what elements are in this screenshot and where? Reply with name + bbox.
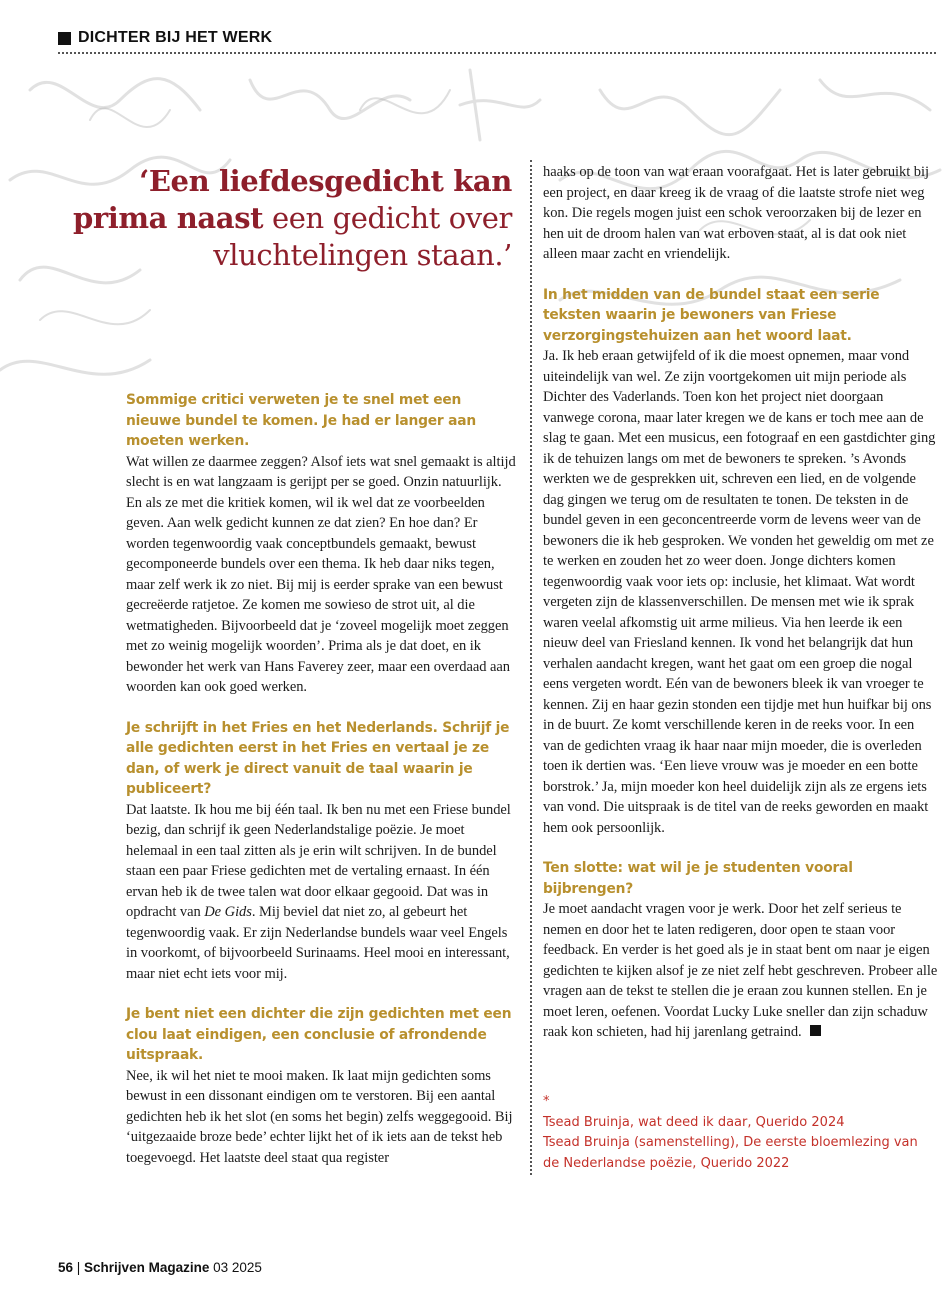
question-heading: Je schrijft in het Fries en het Nederlands. Schrijf je alle gedichten eerst in het Fries en vertaal je ze dan, of werk je direct vanuit de taal waarin je publiceert? xyxy=(126,719,510,797)
answer-paragraph: Ja. Ik heb eraan getwijfeld of ik die moest opnemen, maar vond uiteindelijk van wel. Ze zijn voortgekomen uit mijn periode als Dichter des Vaderlands. Toen kon het project niet doorgaan vanwege corona, maar later kregen we de kans er toch mee aan de slag te gaan. Met een musicus, een fotograaf en een gastdichter ging ik de tehuizen langs om met de bewoners te spreken. ’s Avonds werkten we de gesprekken uit, schreven een lied, en de volgende dag gingen we terug om de resultaten te tonen. De teksten in de bundel geven in een geconcentreerde vorm de levens weer van de bewoners die ik heb gesproken. We vonden het geweldig om met ze te werken en zouden het zo weer doen. Jonge dichters komen tegenwoordig vaak voor iets op: inclusie, het klimaat. Wat wordt vergeten zijn de klassenverschillen. De mensen met wie ik sprak waren veelal afkomstig uit arme milieus. Via hen leerde ik een nieuw deel van Friesland kennen. Ik vond het belangrijk dat hun verhalen aandacht kregen, want het gaat om een groep die nogal eens vergeten wordt. Eén van de bewoners bleek ik van vroeger te kennen. Zij en haar gezin stonden een tijdje met hun huifkar bij ons in de buurt. Ze komt verschillende keren in de reeks voor. In een van de gedichten vraag ik haar naar mijn moeder, die is overleden toen ik dertien was. ‘Een lieve vrouw was je moeder en een botte borstrok.’ Ja, mijn moeder kon heel duidelijk zijn als ze ergens iets van vond. Die uitspraak is de titel van de reeks geworden en maakt hem ook persoonlijk. xyxy=(543,348,936,836)
answer-paragraph xyxy=(543,899,938,1043)
column-divider xyxy=(530,160,532,1175)
answer-paragraph: Wat willen ze daarmee zeggen? Alsof iets wat snel gemaakt is altijd slecht is en wat langzaam is gerijpt per se goed. Onzin natuurlijk. En als ze met die kritiek komen, wil ik wel dat ze voorbeelden geven. Aan welk gedicht kunnen ze dat zien? En hoe dan? Er worden tegenwoordig vaak conceptbundels gemaakt, bewust gecomponeerde bundels over een thema. Ik heb daar niks tegen, maar zelf werk ik zo niet. Bij mij is eerder sprake van een bewust gecreëerde ratjetoe. Ze komen me sowieso de strot uit, al die wetmatigheden. Bijvoorbeeld dat je ‘zoveel mogelijk moet zeggen met zo weinig mogelijk woorden’. Prima als je dat doet, en ik bewonder het werk van Hans Faverey zeer, maar een overdaad aan woorden kan ook goed werken. xyxy=(126,453,516,695)
publication-title: De Gids xyxy=(204,904,252,920)
page-footer xyxy=(58,1260,262,1275)
pull-quote-light: een gedicht over vluchtelingen staan.’ xyxy=(213,201,512,272)
answer-text: Je moet aandacht vragen voor je werk. Door het zelf serieus te nemen en door het te laten redigeren, door open te staan voor feedback. En verder is het goed als je in staat bent om naar je eigen gedichten te kijken alsof je ze niet zelf hebt geschreven. Probeer alle vragen aan de tekst te stellen die je eraan zou kunnen stellen. En je moet leren, oefenen. Voordat Lucky Luke sneller dan zijn schaduw raak kon schieten, had hij jarenlang getraind. xyxy=(543,901,938,1040)
magazine-name: Schrijven Magazine xyxy=(84,1260,210,1275)
pull-quote-strong: ‘Een liefdesgedicht kan prima naast xyxy=(72,164,512,235)
issue-number: 03 2025 xyxy=(209,1260,262,1275)
credits-marker: * xyxy=(543,1094,550,1109)
credits-line: Tsead Bruinja (samenstelling), De eerste bloemlezing van de Nederlandse poëzie, Querido 2022 xyxy=(543,1135,918,1171)
article-column-left xyxy=(126,390,518,1168)
answer-text: . Mij beviel dat niet zo, al gebeurt het tegenwoordig vaak. Er zijn Nederlandse bundels waar veel Engels in voorkomt, of bijvoorbeeld Surinaams. Heel mooi en interessant, maar niet echt iets voor mij. xyxy=(126,904,510,982)
answer-paragraph: Nee, ik wil het niet te mooi maken. Ik laat mijn gedichten soms bewust in een dissonant eindigen om te verstoren. Bij een aantal gedichten heb ik het slot (en soms het begin) zelfs weggegooid. Bij ‘uitgezaaide broze bede’ echter lijkt het of ik iets aan de tekst heb toegevoegd. Het laatste deel staat qua register xyxy=(126,1067,513,1166)
answer-text: Dat laatste. Ik hou me bij één taal. Ik ben nu met een Friese bundel bezig, dan schrijf ik geen Nederlandstalige poëzie. Je moet helemaal in een taal zitten als je erin wilt schrijven. In de bundel staan een paar Friese gedichten met de vertaling ernaast. In één ervan heb ik de twee talen wat door elkaar gegooid. Dat was in opdracht van xyxy=(126,801,511,920)
pull-quote xyxy=(72,163,512,274)
article-column-right xyxy=(543,162,938,1043)
question-heading: Je bent niet een dichter die zijn gedichten met een clou laat eindigen, een conclusie of afrondende uitspraak. xyxy=(126,1006,512,1063)
question-heading: Ten slotte: wat wil je je studenten vooral bijbrengen? xyxy=(543,860,853,897)
question-heading: Sommige critici verweten je te snel met een nieuwe bundel te komen. Je had er langer aan moeten werken. xyxy=(126,392,476,449)
book-credits xyxy=(543,1092,938,1174)
section-header xyxy=(58,28,936,54)
end-of-article-icon xyxy=(810,1025,821,1036)
section-title: DICHTER BIJ HET WERK xyxy=(78,29,273,46)
footer-separator: | xyxy=(73,1260,85,1275)
answer-paragraph-continued: haaks op de toon van wat eraan voorafgaat. Het is later gebruikt bij een project, en daar kreeg ik de vraag of die laatste strofe niet weg kon. Die regels mogen juist een schok veroorzaken bij de lezer en hen uit de droom halen van wat erboven staat, al is dat ook niet alleen maar zacht en vriendelijk. xyxy=(543,164,929,262)
credits-line: Tsead Bruinja, wat deed ik daar, Querido 2024 xyxy=(543,1114,845,1130)
answer-paragraph xyxy=(126,800,518,985)
section-marker-icon xyxy=(58,32,71,45)
question-heading: In het midden van de bundel staat een serie teksten waarin je bewoners van Friese verzorgingstehuizen aan het woord laat. xyxy=(543,286,880,344)
page-number: 56 xyxy=(58,1260,74,1275)
